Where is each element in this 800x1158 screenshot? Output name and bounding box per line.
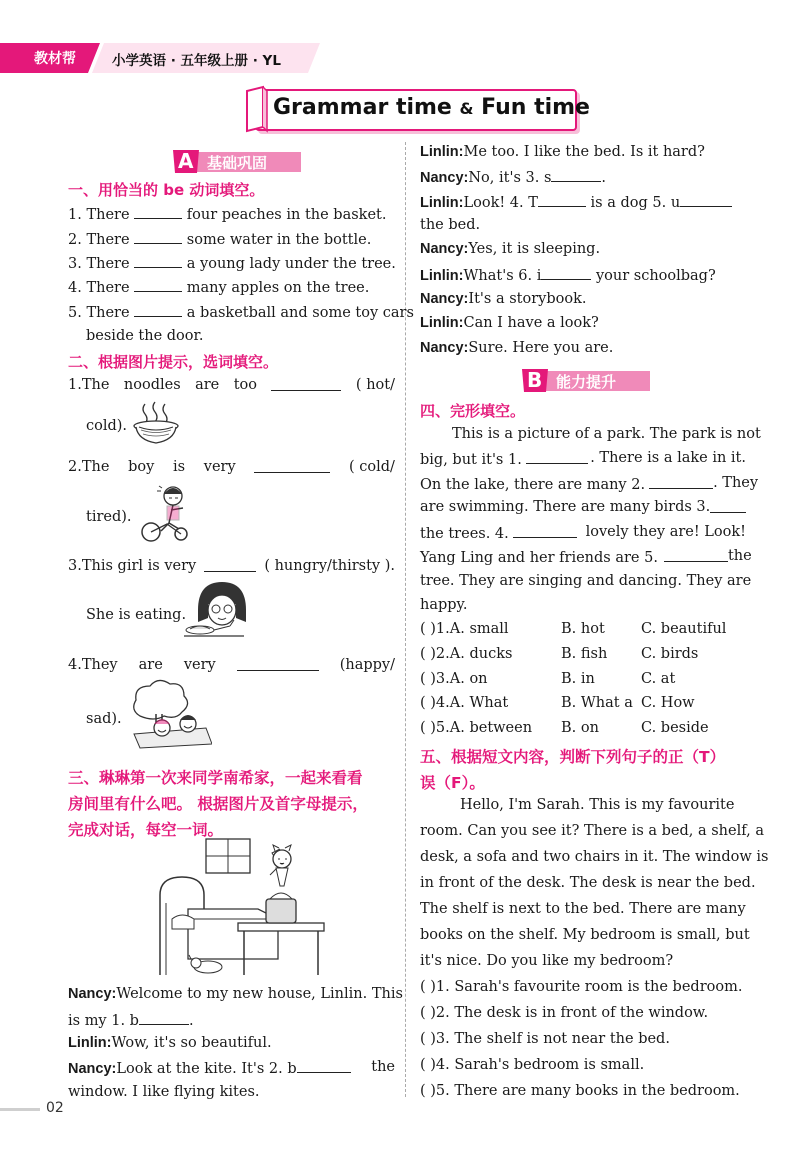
dialog-text: Sure. Here you are. — [468, 340, 614, 356]
q2-item-4-cont: sad). — [86, 711, 122, 727]
q2-options: ( hot/ — [355, 377, 395, 393]
title-part2: Fun time — [481, 95, 590, 120]
option-num: ( )5. — [420, 720, 450, 736]
q5-statement[interactable]: ( )2. The desk is in front of the window. — [420, 1005, 709, 1021]
q4-line — [420, 474, 759, 494]
option-a[interactable]: A. on — [449, 671, 488, 687]
answer-blank[interactable] — [664, 547, 728, 562]
q5-heading — [420, 744, 725, 796]
q3-heading-line: 房间里有什么吧。 根据图片及首字母提示， — [68, 795, 368, 813]
option-c[interactable]: C. beside — [641, 720, 709, 736]
dialog-text: Wow, it's so beautiful. — [111, 1035, 272, 1051]
option-b[interactable]: B. in — [561, 671, 595, 687]
section-b-badge — [522, 367, 652, 397]
dialog-line — [68, 1034, 272, 1052]
q2-item-3 — [68, 557, 395, 575]
q1-word: There — [86, 207, 130, 223]
page-title-box — [255, 89, 590, 131]
answer-blank[interactable] — [526, 449, 588, 464]
speaker-label: Nancy: — [420, 170, 469, 186]
dialog-line — [420, 192, 732, 212]
answer-blank[interactable] — [551, 167, 601, 182]
bedroom-illustration — [158, 835, 326, 981]
header-subtitle: 小学英语 · 五年级上册 · YL — [112, 53, 281, 69]
answer-blank[interactable] — [237, 656, 319, 671]
q4-text: the — [727, 548, 752, 564]
q4-line — [420, 547, 752, 567]
answer-blank[interactable] — [649, 474, 713, 489]
q1-item-5-cont: beside the door. — [86, 328, 204, 344]
q1-word: There — [86, 256, 130, 272]
q2-item-1-cont: cold). — [86, 418, 128, 434]
q2-num: 3. — [68, 558, 82, 574]
q2-heading: 二、根据图片提示，选词填空。 — [68, 353, 279, 371]
q2-item-2 — [68, 458, 395, 476]
answer-blank[interactable] — [538, 192, 586, 207]
option-c[interactable]: C. beautiful — [641, 621, 727, 637]
dialog-text: Welcome to my new house, Linlin. This — [116, 986, 403, 1002]
q2-num: 2. — [68, 459, 82, 475]
answer-blank[interactable] — [254, 458, 330, 473]
column-divider — [405, 142, 406, 1097]
dialog-text: your schoolbag? — [595, 268, 716, 284]
q2-word: They — [81, 657, 118, 673]
answer-blank[interactable] — [271, 376, 341, 391]
q4-option-row — [420, 670, 750, 688]
dialog-line — [68, 985, 403, 1003]
dialog-line — [420, 240, 600, 258]
section-b-letter: B — [527, 368, 543, 392]
q4-text: the trees. 4. — [420, 526, 509, 542]
option-c[interactable]: C. How — [641, 695, 695, 711]
q1-text: some water in the bottle. — [186, 232, 372, 248]
q4-text: lovely they are! Look! — [585, 524, 746, 540]
option-a[interactable]: A. between — [449, 720, 533, 736]
q4-line: This is a picture of a park. The park is not — [452, 426, 761, 442]
answer-blank[interactable] — [134, 229, 182, 244]
option-c[interactable]: C. birds — [641, 646, 699, 662]
tired-boy-bicycle-illustration — [137, 482, 195, 546]
q2-word: boy — [128, 459, 155, 475]
speaker-label: Linlin: — [420, 195, 464, 211]
q2-word: very — [183, 657, 216, 673]
section-a-badge — [173, 148, 303, 178]
q4-text: Yang Ling and her friends are 5. — [420, 550, 658, 566]
dialog-line — [68, 1058, 395, 1078]
q2-text: This girl is very — [81, 558, 197, 574]
dialog-line — [420, 314, 599, 332]
q1-text: a basketball and some toy cars — [186, 305, 414, 321]
q5-statement[interactable]: ( )5. There are many books in the bedroom. — [420, 1083, 740, 1099]
q2-options: ( hungry/thirsty ). — [264, 558, 395, 574]
page-title — [273, 95, 590, 120]
noodle-bowl-illustration — [131, 400, 183, 446]
q2-word: noodles — [123, 377, 181, 393]
answer-blank[interactable] — [139, 1010, 189, 1025]
q2-word: The — [81, 377, 110, 393]
q4-text: are swimming. There are many birds 3. — [420, 499, 711, 515]
answer-blank[interactable] — [134, 302, 182, 317]
q4-text: . There is a lake in it. — [590, 450, 746, 466]
answer-blank[interactable] — [134, 253, 182, 268]
q5-heading-line: 误（F）。 — [420, 774, 485, 792]
q4-line: happy. — [420, 597, 468, 613]
q5-statement[interactable]: ( )4. Sarah's bedroom is small. — [420, 1057, 645, 1073]
dialog-line — [420, 143, 705, 161]
q2-num: 1. — [68, 377, 82, 393]
dialog-line: window. I like flying kites. — [68, 1084, 260, 1100]
q1-word: There — [86, 305, 130, 321]
q3-heading-line: 三、琳琳第一次来同学南希家，一起来看看 — [68, 769, 363, 787]
answer-blank[interactable] — [134, 204, 182, 219]
speaker-label: Nancy: — [68, 1061, 117, 1077]
option-a[interactable]: A. ducks — [449, 646, 513, 662]
q1-item-2 — [68, 229, 371, 249]
answer-blank[interactable] — [204, 557, 256, 572]
section-b-label: 能力提升 — [556, 373, 617, 391]
speaker-label: Nancy: — [68, 986, 117, 1002]
dialog-text: the — [371, 1059, 395, 1075]
q1-item-1 — [68, 204, 386, 224]
dialog-text: . — [188, 1013, 194, 1029]
q4-option-row — [420, 645, 750, 663]
answer-blank[interactable] — [134, 277, 182, 292]
q4-option-row — [420, 620, 750, 638]
q5-passage-line: The shelf is next to the bed. There are many — [420, 901, 746, 917]
dialog-text: Look! 4. T — [463, 195, 538, 211]
q2-word: too — [233, 377, 258, 393]
q5-passage-line: Hello, I'm Sarah. This is my favourite — [460, 797, 735, 813]
q2-word: The — [81, 459, 110, 475]
q4-line: tree. They are singing and dancing. They are — [420, 573, 752, 589]
answer-blank[interactable] — [710, 498, 746, 513]
q1-num: 1. — [68, 207, 82, 223]
option-a[interactable]: A. What — [449, 695, 509, 711]
q4-line — [420, 498, 746, 516]
option-num: ( )3. — [420, 671, 450, 687]
option-b[interactable]: B. What a — [561, 695, 633, 711]
q1-text: four peaches in the basket. — [186, 207, 387, 223]
q4-line — [420, 449, 746, 469]
dialog-text: Can I have a look? — [463, 315, 599, 331]
q5-passage-line: room. Can you see it? There is a bed, a shelf, a — [420, 823, 764, 839]
q1-word: There — [86, 232, 130, 248]
q2-word: are — [195, 377, 220, 393]
q1-heading: 一、用恰当的 be 动词填空。 — [68, 181, 265, 199]
dialog-text: What's 6. i — [463, 268, 542, 284]
dialog-text: No, it's 3. s — [468, 170, 552, 186]
section-a-label: 基础巩固 — [207, 154, 268, 172]
dialog-text: is a dog 5. u — [590, 195, 681, 211]
dialog-text: Yes, it is sleeping. — [468, 241, 601, 257]
dialog-text: . — [601, 170, 606, 186]
q2-item-1 — [68, 376, 395, 394]
title-book-icon — [243, 85, 271, 135]
q3-heading-line: 完成对话，每空一词。 — [68, 821, 224, 839]
q2-item-2-cont: tired). — [86, 509, 132, 525]
speaker-label: Nancy: — [420, 291, 469, 307]
option-b[interactable]: B. fish — [561, 646, 608, 662]
q4-heading: 四、完形填空。 — [420, 402, 526, 420]
q1-item-3 — [68, 253, 396, 273]
q2-word: very — [203, 459, 236, 475]
dialog-text: Me too. I like the bed. Is it hard? — [463, 144, 705, 160]
q1-word: There — [86, 280, 130, 296]
speaker-label: Linlin: — [420, 268, 464, 284]
dialog-line — [420, 290, 586, 308]
happy-kids-picnic-illustration — [126, 678, 212, 750]
q2-word: are — [138, 657, 163, 673]
answer-blank[interactable] — [541, 265, 591, 280]
eating-girl-illustration — [180, 580, 248, 644]
q2-word: is — [173, 459, 186, 475]
section-a-letter: A — [178, 149, 194, 173]
dialog-line: the bed. — [420, 217, 481, 233]
dialog-line — [420, 167, 606, 187]
q5-passage-line: books on the shelf. My bedroom is small, but — [420, 927, 750, 943]
q1-num: 4. — [68, 280, 82, 296]
q1-num: 2. — [68, 232, 82, 248]
q4-option-row — [420, 694, 750, 712]
q3-heading — [68, 765, 368, 843]
footer-rule — [0, 1108, 40, 1111]
page-number: 02 — [46, 1100, 64, 1116]
dialog-line — [68, 1010, 194, 1030]
answer-blank[interactable] — [680, 192, 732, 207]
header-badge: 教材帮 — [34, 51, 76, 67]
q1-item-5 — [68, 302, 414, 322]
answer-blank[interactable] — [513, 523, 577, 538]
q4-line — [420, 523, 746, 543]
option-num: ( )1. — [420, 621, 450, 637]
title-part1: Grammar time — [273, 95, 452, 120]
option-c[interactable]: C. at — [641, 671, 676, 687]
q4-text: big, but it's 1. — [420, 452, 522, 468]
speaker-label: Linlin: — [68, 1035, 112, 1051]
q1-text: many apples on the tree. — [186, 280, 370, 296]
q5-heading-line: 五、根据短文内容，判断下列句子的正（T） — [420, 748, 726, 766]
dialog-text: It's a storybook. — [468, 291, 587, 307]
q2-num: 4. — [68, 657, 82, 673]
q1-text: a young lady under the tree. — [186, 256, 396, 272]
speaker-label: Linlin: — [420, 315, 464, 331]
q4-text: On the lake, there are many 2. — [420, 477, 646, 493]
dialog-text: Look at the kite. It's 2. b — [116, 1061, 297, 1077]
q2-options: ( cold/ — [349, 459, 395, 475]
q2-options: (happy/ — [339, 657, 395, 673]
dialog-line — [420, 265, 716, 285]
answer-blank[interactable] — [297, 1058, 351, 1073]
dialog-line — [420, 339, 613, 357]
q5-passage-line: it's nice. Do you like my bedroom? — [420, 953, 674, 969]
option-num: ( )4. — [420, 695, 450, 711]
q1-num: 5. — [68, 305, 82, 321]
option-b[interactable]: B. hot — [561, 621, 605, 637]
speaker-label: Nancy: — [420, 241, 469, 257]
q5-passage-line: in front of the desk. The desk is near the bed. — [420, 875, 756, 891]
q2-item-3-cont: She is eating. — [86, 607, 187, 623]
q4-option-row — [420, 719, 750, 737]
q2-item-4 — [68, 656, 395, 674]
option-num: ( )2. — [420, 646, 450, 662]
q5-statement[interactable]: ( )1. Sarah's favourite room is the bedroom. — [420, 979, 743, 995]
q1-item-4 — [68, 277, 369, 297]
header-bar — [0, 43, 320, 73]
q5-statement[interactable]: ( )3. The shelf is not near the bed. — [420, 1031, 670, 1047]
dialog-text: is my 1. b — [68, 1013, 139, 1029]
q1-num: 3. — [68, 256, 82, 272]
speaker-label: Linlin: — [420, 144, 464, 160]
q5-passage-line: desk, a sofa and two chairs in it. The window is — [420, 849, 769, 865]
option-a[interactable]: A. small — [449, 621, 509, 637]
speaker-label: Nancy: — [420, 340, 469, 356]
title-amp: & — [459, 99, 474, 118]
option-b[interactable]: B. on — [561, 720, 599, 736]
q4-text: . They — [713, 475, 759, 491]
